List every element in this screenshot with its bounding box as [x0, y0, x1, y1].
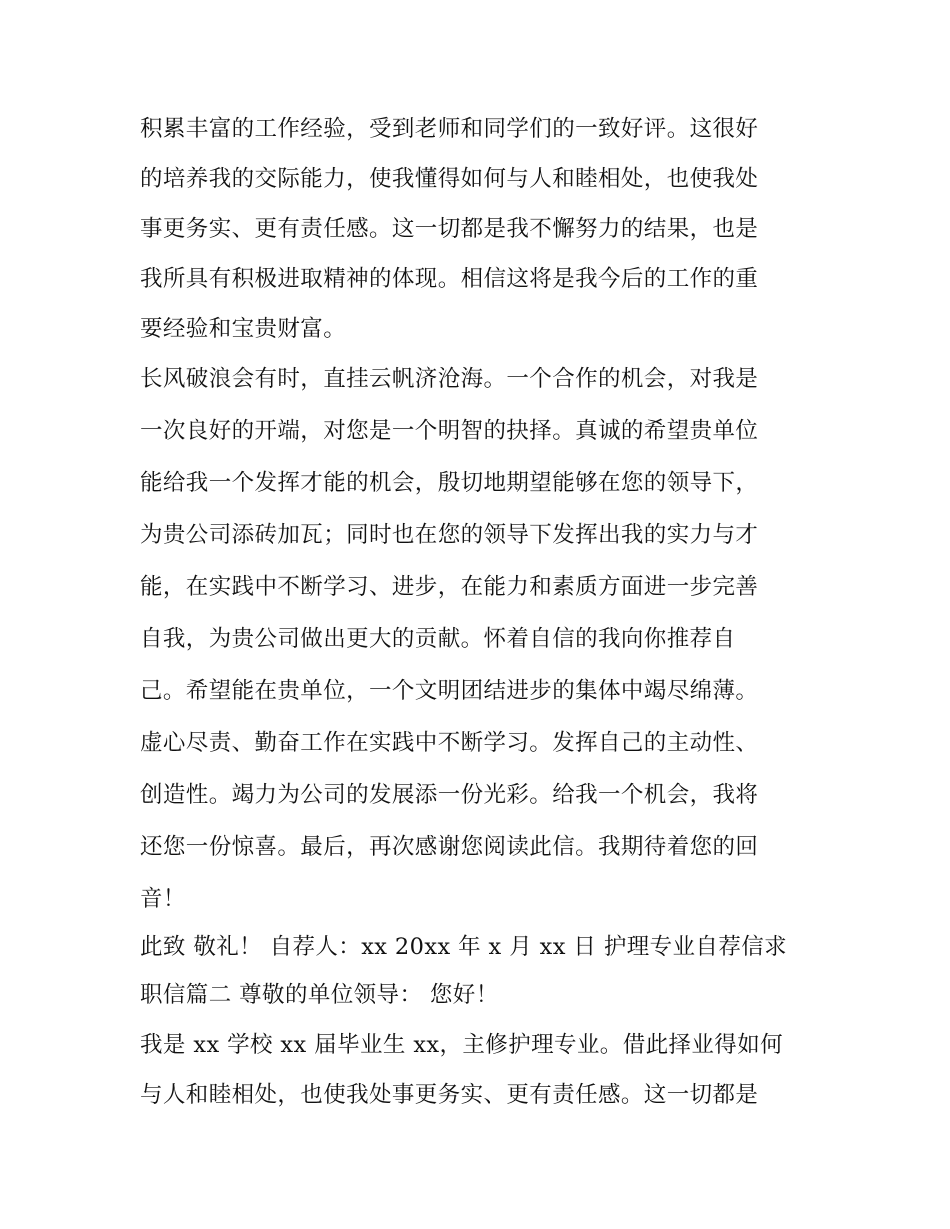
text-line: 自我，为贵公司做出更大的贡献。怀着自信的我向你推荐自 — [140, 626, 736, 652]
text-line: 我是 xx 学校 xx 届毕业生 xx，主修护理专业。借此择业得如何 — [140, 1032, 783, 1058]
text-line: 的培养我的交际能力，使我懂得如何与人和睦相处，也使我处 — [140, 166, 759, 192]
text-line: 此致 敬礼！ 自荐人：xx 20xx 年 x 月 xx 日 护理专业自荐信求 — [140, 934, 788, 960]
text-line: 虚心尽责、勤奋工作在实践中不断学习。发挥自己的主动性、 — [140, 730, 759, 756]
text-line: 为贵公司添砖加瓦；同时也在您的领导下发挥出我的实力与才 — [140, 522, 759, 548]
text-line: 创造性。竭力为公司的发展添一份光彩。给我一个机会，我将 — [140, 782, 759, 808]
text-line: 要经验和宝贵财富。 — [140, 316, 347, 342]
text-line: 我所具有积极进取精神的体现。相信这将是我今后的工作的重 — [140, 266, 759, 292]
text-line: 还您一份惊喜。最后，再次感谢您阅读此信。我期待着您的回 — [140, 834, 759, 860]
text-line: 音！ — [140, 886, 186, 912]
text-line: 一次良好的开端，对您是一个明智的抉择。真诚的希望贵单位 — [140, 418, 759, 444]
text-line: 积累丰富的工作经验，受到老师和同学们的一致好评。这很好 — [140, 116, 759, 142]
text-line: 己。希望能在贵单位，一个文明团结进步的集体中竭尽绵薄。 — [140, 678, 759, 704]
text-line: 能，在实践中不断学习、进步，在能力和素质方面进一步完善 — [140, 574, 759, 600]
text-line: 能给我一个发挥才能的机会，殷切地期望能够在您的领导下， — [140, 470, 759, 496]
text-line: 事更务实、更有责任感。这一切都是我不懈努力的结果，也是 — [140, 216, 759, 242]
text-line: 职信篇二 尊敬的单位领导： 您好！ — [140, 982, 499, 1008]
text-line: 与人和睦相处，也使我处事更务实、更有责任感。这一切都是 — [140, 1082, 759, 1108]
text-line: 长风破浪会有时，直挂云帆济沧海。一个合作的机会，对我是 — [140, 366, 759, 392]
